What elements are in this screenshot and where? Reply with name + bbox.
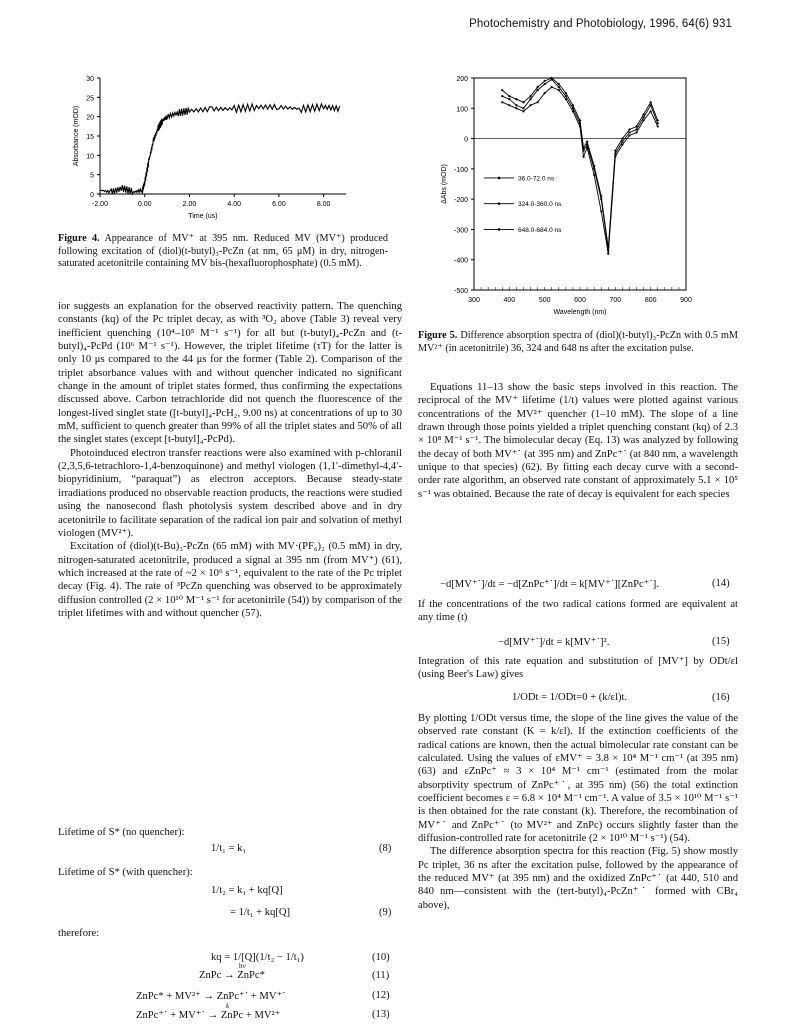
- figure-4-caption-text: Appearance of MV⁺ at 395 nm. Reduced MV (MV⁺) produced following excitation of (diol)(t-butyl)₃-PcZn (at nm, 65 μM) in dry, nitrogen-saturated acetonitrile containing MV bis-(hexafluorophosphate) (0.5 mM).: [58, 233, 388, 270]
- x-tick-label: 2.00: [182, 201, 197, 208]
- equation-14: −d[MV⁺˙]/dt = −d[ZnPc⁺˙]/dt = k[MV⁺˙][ZnPc⁺˙].: [440, 579, 659, 590]
- series-2-point: [607, 250, 609, 252]
- y-tick-label: -500: [453, 288, 468, 295]
- figure-5-label: Figure 5.: [418, 330, 458, 341]
- series-line-3: [502, 78, 657, 248]
- right-column-part-1: [418, 381, 738, 501]
- equation-11: ZnPc → ZnPc*: [199, 970, 265, 981]
- series-1-point: [582, 156, 584, 158]
- y-tick-label: 20: [86, 114, 94, 122]
- equation-15-number: (15): [712, 636, 730, 647]
- series-1-point: [643, 119, 645, 121]
- x-tick-label: 8.00: [316, 201, 331, 208]
- series-2-point: [544, 83, 546, 85]
- y-tick-label: 0: [90, 192, 94, 199]
- y-tick-label: 0: [464, 136, 468, 144]
- series-1-point: [607, 253, 609, 255]
- right-paragraph-2: If the concentrations of the two radical cations formed are equivalent at any time (t): [418, 599, 738, 624]
- lifetime-no-quencher-label: Lifetime of S* (no quencher):: [58, 827, 185, 838]
- x-axis-label: Time (us): [188, 213, 218, 220]
- equation-12: ZnPc* + MV²⁺ → ZnPc⁺˙ + MV⁺˙: [136, 991, 286, 1002]
- right-paragraph-3-box: [418, 655, 738, 682]
- right-paragraph-4: By plotting 1/ODt versus time, the slope of the line gives the value of the observed rate constant (K = k/εl). If the extinction coefficients of the radical cations are known, then the actual bimolecular rate constant can be calculated. Using the values of εMV⁺ = 3.8 × 10⁴ M⁻¹ cm⁻¹ (at 395 nm) (63) and εZnPc⁺ ≈ 3 × 10⁴ M⁻¹ cm⁻¹ (estimated from the molar absorptivity spectrum of ZnPc⁺˙, at 395 nm) (56) the total extinction coefficient becomes ε = 6.8 × 10⁴ M⁻¹ cm⁻¹. A value of 3.5 × 10¹⁰ M⁻¹ s⁻¹ is then obtained for the rate constant (k). Therefore, the recombination of MV⁺˙ and ZnPc⁺˙ (to MV²⁺ and ZnPc) occurs slightly faster than the diffusion-controlled rate for acetonitrile (2 × 10¹⁰ M⁻¹ s⁻¹) (54).: [418, 713, 738, 845]
- series-1-point: [537, 101, 539, 103]
- equation-16-number: (16): [712, 692, 730, 703]
- series-1-point: [522, 110, 524, 112]
- x-axis-label: Wavelength (nm): [553, 309, 607, 316]
- series-1-point: [635, 131, 637, 133]
- y-tick-label: 200: [456, 76, 468, 83]
- plot-area: [474, 78, 686, 290]
- x-tick-label: 800: [644, 297, 657, 304]
- figure-5-chart: [418, 72, 738, 317]
- series-line: [100, 104, 340, 194]
- series-1-point: [650, 110, 652, 112]
- y-axis-label: ΔAbs (mOD): [441, 164, 448, 204]
- figure-5-caption-text: Difference absorption spectra of (diol)(t-butyl)₃-PcZn with 0.5 mM MV²⁺ (in acetonitrile) 36, 324 and 648 ns after the excitation pulse.: [418, 330, 738, 354]
- series-2-point: [643, 116, 645, 118]
- series-2-point: [537, 89, 539, 91]
- right-paragraph-3: Integration of this rate equation and substitution of [MV⁺] by ODt/εl (using Beer's Law) gives: [418, 656, 738, 681]
- series-2-point: [515, 104, 517, 106]
- series-2-point: [522, 107, 524, 109]
- series-3-point: [515, 98, 518, 101]
- series-2-point: [530, 98, 532, 100]
- series-1-point: [600, 210, 602, 212]
- series-2-point: [558, 86, 560, 88]
- equation-13-number: (13): [372, 1009, 390, 1020]
- legend-label: 648.0-684.0 ns: [518, 226, 562, 234]
- y-tick-label: 10: [86, 153, 94, 161]
- x-tick-label: 0.00: [137, 201, 152, 208]
- series-1-point: [628, 134, 630, 136]
- equation-15: −d[MV⁺˙]/dt = k[MV⁺˙]².: [498, 637, 610, 648]
- equation-14-number: (14): [712, 578, 730, 589]
- series-1-point: [565, 98, 567, 100]
- equation-8: 1/t₁ = k₁: [211, 843, 247, 854]
- right-paragraph-2-box: [418, 598, 738, 625]
- right-column-part-2: [418, 712, 738, 912]
- legend-label: 36.0-72.0 ns: [518, 175, 555, 183]
- series-1-point: [544, 92, 546, 94]
- series-1-point: [501, 101, 503, 103]
- x-tick-label: 500: [538, 297, 551, 304]
- series-2-point: [636, 128, 638, 130]
- right-paragraph-1: Equations 11–13 show the basic steps involved in this reaction. The reciprocal of the MV⁺ lifetime (1/t) values were plotted against various concentrations of the MV²⁺ quencher (1–10 mM). The slope of a line drawn through those points yielded a triplet quenching constant (kq) of 2.3 × 10⁸ M⁻¹ s⁻¹. The bimolecular decay (Eq. 13) was analyzed by following the decay of both MV⁺˙ (at 395 nm) and ZnPc⁺˙ (at 840 nm, a wavelength unique to that species) (62). By fitting each decay curve with a second-order rate algorithm, an observed rate constant of approximately 5.1 × 10⁵ s⁻¹ was obtained. Because the rate of decay is equivalent for each species: [418, 382, 738, 500]
- left-paragraph-1: ior suggests an explanation for the observed reactivity pattern. The quenching constants (kq) of the Pc triplet decay, as with ³O₂ above (Table 3) reveal very inefficient quenching (10⁴–10⁵ M⁻¹ s⁻¹) for all but (t-butyl)₄-PcZn and (t-butyl)₄-PcPd (10⁶ M⁻¹ s⁻¹). However, the triplet lifetime (τT) for the latter is only 10 μs compared to the 44 μs for the former (Table 2). Comparison of the triplet absorbance values with and without quencher indicated no significant change in the amount of triplet states formed, thus confirming the expectations discussed above. Carbon tetrachloride did not quench the fluorescence of the longest-lived singlet state ([t-butyl]₄-PcH₂, 9.00 ns) at concentrations of up to 30 mM, sufficient to quench greater than 99% of all the triplet states and 50% of all the singlet states (except [t-butyl]₄-PcPd).: [58, 301, 402, 446]
- x-tick-label: -2.00: [92, 201, 108, 208]
- equation-10: kq = 1/[Q](1/t₂ − 1/t₁): [211, 952, 304, 963]
- left-paragraph-2: Photoinduced electron transfer reactions were also examined with p-chloranil (2,3,5,6-tetrachloro-1,4-benzoquinone) and methyl viologen (1,1′-dimethyl-4,4′-biopyridinium, “paraquat”) as electron acceptors. Because steady-state irradiations produced no observable reaction products, the reactions were studied using the nanosecond flash photolysis system described above and in dry acetonitrile to facilitate separation of the radical ion pair and solvation of methyl viologen (MV²⁺).: [58, 447, 402, 539]
- equation-9a: 1/t₂ = k₁ + kq[Q]: [211, 885, 283, 896]
- legend-label: 324.0-360.0 ns: [518, 201, 562, 209]
- y-tick-label: 100: [456, 106, 468, 114]
- series-2-point: [621, 141, 623, 143]
- equation-13: ZnPc⁺˙ + MV⁺˙ → ZnPc + MV²⁺: [136, 1010, 281, 1021]
- legend-marker: [498, 202, 501, 205]
- legend-marker: [498, 177, 501, 180]
- series-1-point: [508, 104, 510, 106]
- equation-11-hv: hν: [239, 962, 246, 970]
- figure-4-label: Figure 4.: [58, 233, 100, 244]
- x-tick-label: 700: [609, 297, 622, 304]
- series-1-point: [551, 86, 553, 88]
- lifetime-with-quencher-label: Lifetime of S* (with quencher):: [58, 867, 193, 878]
- x-tick-label: 4.00: [227, 201, 241, 208]
- equation-13-k: k: [226, 1002, 230, 1010]
- series-2-point: [628, 132, 630, 134]
- equation-9b: = 1/t₁ + kq[Q]: [230, 907, 291, 918]
- x-tick-label: 900: [680, 297, 692, 304]
- equation-11-number: (11): [372, 970, 390, 981]
- equation-12-number: (12): [372, 990, 390, 1001]
- y-axis-label: Absorbance (mOD): [73, 105, 80, 167]
- y-tick-label: -200: [453, 197, 468, 205]
- y-tick-label: 15: [86, 134, 94, 141]
- figure-4-caption: [58, 233, 388, 271]
- equation-16: 1/ODt = 1/ODt=0 + (k/εl)t.: [512, 692, 628, 703]
- series-2-point: [657, 122, 659, 124]
- equation-9-number: (9): [379, 907, 392, 918]
- series-1-point: [657, 125, 659, 127]
- x-tick-label: 300: [468, 297, 480, 304]
- running-head: Photochemistry and Photobiology, 1996, 64(6) 931: [469, 18, 732, 30]
- y-tick-label: 30: [86, 76, 94, 83]
- therefore-label: therefore:: [58, 928, 100, 939]
- y-tick-label: -300: [453, 227, 468, 235]
- left-column: [58, 300, 402, 620]
- series-1-point: [529, 104, 531, 106]
- y-tick-label: -400: [453, 257, 468, 265]
- equation-8-number: (8): [379, 843, 392, 854]
- series-2-point: [508, 98, 510, 100]
- x-tick-label: 600: [574, 297, 586, 304]
- series-2-point: [501, 95, 503, 97]
- series-2-point: [565, 95, 567, 97]
- left-paragraph-3: Excitation of (diol)(t-Bu)₃-PcZn (65 mM) with MV·(PF₆)₂ (0.5 mM) in dry, nitrogen-saturated acetonitrile, produced a signal at 395 nm (from MV⁺) (61), which increased at the rate of ~2 × 10⁶ s⁻¹, equivalent to the rate of the Pc triplet decay (Fig. 4). The rate of ³PcZn quenching was observed to be approximately diffusion controlled (2 × 10¹⁰ M⁻¹ s⁻¹ for acetonitrile (54)) by comparison of the triplet lifetimes with and without quencher (57).: [58, 541, 402, 619]
- series-1-point: [515, 107, 517, 109]
- series-line-2: [502, 80, 657, 251]
- right-paragraph-5: The difference absorption spectra for this reaction (Fig. 5) show mostly Pc triplet, 36 ns after the excitation pulse, followed by the appearance of the reduced MV⁺ (at 395 nm) and the oxidized ZnPc⁺˙ (at 440, 510 and 840 nm—consistent with the (tert-butyl)₄-PcZn⁺˙ formed with CBr₄ above),: [418, 846, 738, 911]
- series-2-point: [583, 150, 585, 152]
- x-tick-label: 400: [503, 297, 516, 304]
- y-tick-label: -100: [453, 166, 468, 174]
- series-1-point: [621, 144, 623, 146]
- legend-marker: [498, 228, 501, 231]
- figure-5-caption: [418, 330, 738, 355]
- equation-10-number: (10): [372, 952, 390, 963]
- figure-4-chart: [58, 72, 358, 232]
- series-1-point: [558, 89, 560, 91]
- y-tick-label: 5: [90, 172, 94, 180]
- x-tick-label: 6.00: [272, 201, 286, 208]
- y-tick-label: 25: [86, 95, 94, 103]
